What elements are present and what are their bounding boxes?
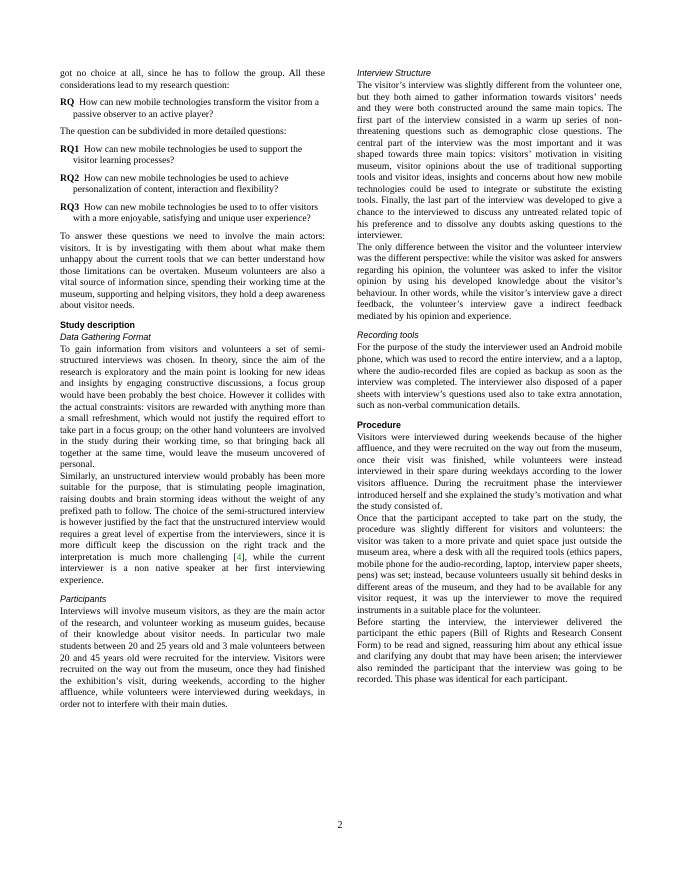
rq1-label: RQ1 (60, 143, 80, 155)
interview-structure-paragraph-2: The only difference between the visitor and the volunteer interview was the different perspective: while the visitor was asked for answers regarding his opinion, the volunteer was asked to infer the visitor opinion by using his developed knowledge about the visitor’s behaviour. In other words, while the visitor’s interview gave a direct feedback, the volunteer’s interview gave a indirect feedback mediated by his opinion and experience. (357, 241, 622, 322)
rq3-text: How can new mobile technologies be used to to offer visitors with a more enjoyable, satisfying and unique user experience? (73, 201, 319, 225)
subsection-heading-participants: Participants (60, 594, 107, 605)
page-number: 2 (337, 820, 343, 831)
rq2-label: RQ2 (60, 172, 80, 184)
data-gathering-paragraph-1: To gain information from visitors and volunteers a set of semi-structured interviews was chosen. In theory, since the aim of the research is exploratory and the main point is looking for new ideas and insights by engaging constructive discussions, a focus group would have been probably the best choice. However it collides with the actual constraints: visitors are rewarded with anything more than a small refreshment, which would not justify the required effort to take part in a focus group; on the other hand volunteers are involved in the study during their working time, so that bringing back all together at the same time, would leave the museum uncovered of personal. (60, 343, 325, 471)
right-column (357, 68, 622, 686)
data-gathering-paragraph-2: Similarly, an unstructured interview would probably has been more suitable for the purpose, that is stimulating people imagination, raising doubts and brain storming ideas without the weight of any prefixed path to follow. The choice of the semi-structured interview is however justified by the fact that the unstructured interview would requires a great level of expertise from the interviewers, since it is more difficult keep the discussion on the right track and the interpretation is much more challenging [4], while the current interviewer is a non native speaker at her first interviewing experience. (60, 470, 325, 586)
actors-paragraph: To answer these questions we need to involve the main actors: visitors. It is by investigating with them about what make them unhappy about the current tools that we can better understand how those limitations can be overtaken. Museum volunteers are also a vital source of information since, spending their working time at the museum, supporting and helping visitors, they hold a deep awareness about visitor needs. (60, 231, 325, 312)
subsection-heading-data-gathering: Data Gathering Format (60, 331, 151, 342)
citation-link[interactable]: 4 (236, 551, 242, 563)
research-question-1 (60, 144, 325, 167)
research-question-3 (60, 202, 325, 225)
section-heading-study: Study description (60, 319, 135, 330)
research-question-2 (60, 173, 325, 196)
intro-paragraph: got no choice at all, since he has to follow the group. All these considerations lead to my research question: (60, 68, 325, 91)
procedure-paragraph-1: Visitors were interviewed during weekends because of the higher affluence, and they were recruited on the way out from the museum, once their visit was finished, while volunteers were instead interviewed in their spare during weekdays according to the lower visitors affluence. During the recruitment phase the interviewer introduced herself and she explained the study’s motivation and what the study consisted of. (357, 431, 622, 513)
section-heading-procedure: Procedure (357, 419, 401, 430)
recording-tools-paragraph: For the purpose of the study the interviewer used an Android mobile phone, which was used to record the entire interview, and a a laptop, where the audio-recorded files are copied as backup as soon as the interview was completed. The interviewer also disposed of a paper sheets with interview’s questions used also to take extra annotation, such as non-verbal communication details. (357, 342, 622, 412)
subdivision-paragraph: The question can be subdivided in more detailed questions: (60, 126, 287, 138)
rq-text: How can new mobile technologies transform the visitor from a passive observer to an active player? (73, 97, 320, 120)
participants-paragraph: Interviews will involve museum visitors, as they are the main actor of the research, and volunteer working as museum guides, because of their knowledge about visitor needs. In particular two male students between 20 and 25 years old and 3 male volunteers between 20 and 45 years old were recruited for the interview. Visitors were recruited on the way out from the museum, once they had finished the exhibition’s visit, during weekends, according to the higher affluence, while volunteers were interviewed during weekdays, in order not to interfere with their main duties. (60, 606, 325, 710)
procedure-paragraph-3: Before starting the interview, the interviewer delivered the participant the ethic papers (Bill of Rights and Research Consent Form) to be read and signed, reassuring him about any ethical issue and clarifying any doubt that may have been arisen; the interviewer also reminded the participant that the interview was going to be recorded. This phase was identical for each participant. (357, 616, 622, 686)
left-column (60, 68, 325, 710)
procedure-paragraph-2: Once that the participant accepted to take part on the study, the procedure was slightly different for visitors and volunteers: the visitor was taken to a more private and quiet space just outside the museum area, where a desk with all the required tools (ethics papers, mobile phone for the audio-recording, laptop, interview paper sheets, pens) was set; instead, because volunteers usually sit behind desks in different areas of the museum, and they had to be available for any visitor request, it was up the interviewer to move the required instruments in a suitable place for the volunteer. (357, 512, 622, 616)
research-question (60, 97, 325, 120)
rq1-text: How can new mobile technologies be used to support the visitor learning processes? (73, 143, 303, 167)
subsection-heading-interview-structure: Interview Structure (357, 68, 431, 78)
rq2-text: How can new mobile technologies be used to achieve personalization of content, interaction and flexibility? (73, 172, 289, 196)
rq-label: RQ (60, 97, 75, 109)
interview-structure-paragraph-1: The visitor’s interview was slightly different from the volunteer one, but they both aimed to gather information towards visitors’ needs and they were both constructed around the same main topics. The first part of the interview consisted in a warm up series of non-threatening questions such as demographic close questions. The central part of the interview was the most important and it was shaped towards three main topics: visitors’ motivation in visiting museum, visitor opinions about the use of traditional supporting tools and visitor ideas, insights and concerns about how new mobile technologies could be used to integrate or substitute the existing tools. Finally, the last part of the interview was developed to give a chance to the interviewed to discuss any untreated related topic of his preference and to dissolve any doubts asking questions to the interviewer. (357, 80, 622, 242)
subsection-heading-recording-tools: Recording tools (357, 330, 419, 341)
rq3-label: RQ3 (60, 201, 80, 213)
